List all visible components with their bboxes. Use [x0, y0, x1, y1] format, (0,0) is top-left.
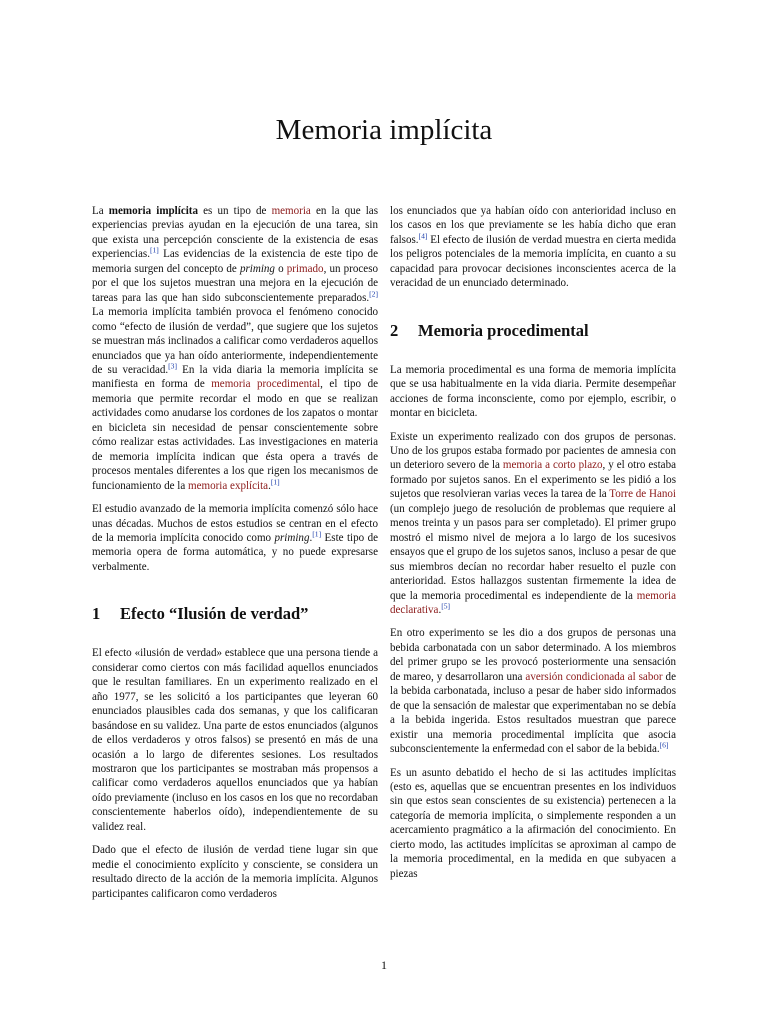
ref-6[interactable]: [6] — [659, 740, 669, 750]
link-memoria-explicita[interactable]: memoria explícita — [188, 479, 269, 492]
text: La memoria implícita también provoca el fenómeno conocido como “efecto de ilusión de verdad”, que sugiere que los sujetos se muestran más inclinados a calificar como verdaderos aquellos enunciados que ya han oído anteriormente, independientemente de su veracidad. — [92, 306, 378, 376]
ref-1[interactable]: [1] — [149, 245, 159, 255]
procedural-paragraph-1: La memoria procedimental es una forma de memoria implícita que se usa habitualmente en la vida diaria. Permite desempeñar acciones de forma inconsciente, como por ejemplo, escribir, o montar en bicicleta. — [390, 363, 676, 420]
intro-paragraph — [92, 204, 378, 493]
text: Las evidencias de la existencia de este tipo de memoria surgen del concepto de — [92, 248, 378, 275]
text: en la que las experiencias previas ayudan en la ejecución de una tarea, sin que exista una percepción consciente de la existencia de esas experiencias. — [92, 205, 379, 261]
text: Este tipo de memoria opera de forma automática, y no puede expresarse verbalmente. — [92, 531, 378, 573]
text: (un complejo juego de resolución de problemas que requiere al menos treinta y un pasos para ser completado). El primer grupo mostró el mismo nivel de mejora a lo largo de los sucesivos ensayos que el grupo de los sujetos sanos, incluso a pesar de que sus miembros decían no recordar haber resuelto el puzle con anterioridad. Estos hallazgos sustentan firmemente la idea de que la memoria procedimental es independiente de la — [390, 502, 676, 602]
page-title: Memoria implícita — [275, 114, 493, 146]
link-memoria[interactable]: memoria — [271, 205, 311, 217]
link-memoria-procedimental[interactable]: memoria procedimental — [211, 378, 321, 391]
ref-1[interactable]: [1] — [270, 476, 280, 486]
term-priming: priming — [274, 531, 310, 544]
text: de la bebida carbonatada, incluso a pesar de haber sido informados de que la sensación de malestar que experimentaban no se debía a la bebida ingerida. Estos resultados muestran que parece existir una memoria procedimental implícita que asocia subconscientemente la enfermedad con el sabor de la bebida. — [390, 670, 676, 756]
ref-5[interactable]: [5] — [441, 601, 451, 611]
link-memoria-corto-plazo[interactable]: memoria a corto plazo — [502, 459, 603, 472]
text: El estudio avanzado de la memoria implícita comenzó sólo hace unas décadas. Muchos de estos estudios se centran en el efecto de la memoria implícita conocido como — [92, 503, 378, 544]
text: Existe un experimento realizado con dos grupos de personas. Uno de los grupos estaba formado por pacientes de amnesia con un deterioro severo de la — [390, 430, 676, 472]
text: . — [438, 603, 442, 616]
illusion-paragraph-3 — [390, 204, 676, 291]
text: . — [268, 479, 271, 492]
text: En la vida diaria la memoria implícita se manifiesta en forma de — [92, 363, 378, 391]
ref-2[interactable]: [2] — [369, 289, 378, 299]
text: o — [274, 262, 287, 275]
section-title: Efecto “Ilusión de verdad” — [120, 604, 309, 624]
link-aversion-condicionada[interactable]: aversión condicionada al sabor — [525, 670, 663, 683]
section-1-heading — [92, 604, 378, 624]
history-paragraph — [92, 502, 378, 574]
ref-4[interactable]: [4] — [418, 231, 428, 241]
text: es un tipo de — [198, 205, 272, 217]
procedural-paragraph-4: Es un asunto debatido el hecho de si las actitudes implícitas (esto es, aquellas que se encuentran presentes en los individuos sin que estos sean conscientes de su existencia) pertenecen a la categoría de memoria implícita, o simplemente responden a un acercamiento pragmático a la afirmación del conocimiento. En cierto modo, las actitudes implícitas se aproximan al campo de la memoria procedimental, en la medida en que subyacen a piezas — [390, 766, 676, 880]
left-column — [92, 204, 378, 910]
illusion-paragraph-2: Dado que el efecto de ilusión de verdad tiene lugar sin que medie el conocimiento explícito y consciente, se considera un resultado directo de la acción de la memoria implícita. Algunos participantes calificaron como verdaderos — [92, 844, 378, 900]
section-2-heading — [390, 321, 676, 341]
procedural-paragraph-3 — [390, 626, 676, 756]
term-priming: priming — [239, 262, 275, 275]
text: , y el otro estaba formado por sujetos sanos. En el experimento se les pidió a los sujetos que resolvieran varias veces la tarea de la — [390, 459, 676, 501]
term-memoria-implicita: memoria implícita — [108, 205, 198, 217]
text: El efecto de ilusión de verdad muestra en cierta medida los peligros potenciales de la memoria implícita, en cuanto a su capacidad para provocar decisiones inconscientes acerca de la veracidad de un enunciado determinado. — [390, 233, 676, 290]
section-number: 2 — [390, 320, 399, 340]
ref-3[interactable]: [3] — [168, 361, 178, 371]
procedural-paragraph-2 — [390, 430, 676, 618]
ref-1[interactable]: [1] — [312, 529, 322, 539]
right-column — [390, 204, 676, 890]
text: La — [92, 205, 109, 217]
page-number: 1 — [381, 958, 387, 972]
link-memoria-declarativa[interactable]: memoria declarativa — [390, 589, 676, 616]
illusion-paragraph-1: El efecto «ilusión de verdad» establece que una persona tiende a considerar como ciertos con más facilidad aquellos enunciados que le resultan familiares. En un experimento realizado en el año 1977, se les solicitó a los participantes que leyeran 60 enunciados plausibles cada dos semanas, y que los calificaran basándose en su validez. Una parte de estos enunciados (algunos de ellos verdaderos y otros falsos) se presentó en más de una ocasión a lo largo de diferentes sesiones. Los resultados mostraron que los participantes se mostraban más propensos a calificar como verdaderos aquellos enunciados que ya habían oído previamente (incluso en los casos en los que no recordaban conscientemente haberlos oído), independientemente de su validez real. — [92, 647, 378, 833]
text: , un proceso por el que los sujetos muestran una mejora en la ejecución de tareas para las que han sido subconscientemente preparados. — [92, 262, 379, 304]
text: , el tipo de memoria que permite recordar el modo en que se realizan actividades como anudarse los cordones de los zapatos o montar en bicicleta sin necesidad de pensar conscientemente sobre cómo realizar estas actividades. Las investigaciones en materia de memoria implícita indican que ésta opera a través de procesos mentales diferentes a los que rigen los mecanismos de funcionamiento de la — [92, 378, 378, 492]
text: En otro experimento se les dio a dos grupos de personas una bebida carbonatada con un sabor determinado. A los miembros del primer grupo se les provocó posteriormente una sensación de mareo, y desarrollaron una — [390, 627, 676, 683]
section-number: 1 — [92, 604, 101, 624]
link-primado[interactable]: primado — [286, 262, 324, 275]
link-torre-de-hanoi[interactable]: Torre de Hanoi — [609, 488, 676, 501]
text: los enunciados que ya habían oído con anterioridad incluso en los casos en los que previamente se les había dicho que eran falsos. — [390, 205, 676, 246]
section-title: Memoria procedimental — [418, 320, 589, 340]
text: . — [309, 531, 313, 544]
